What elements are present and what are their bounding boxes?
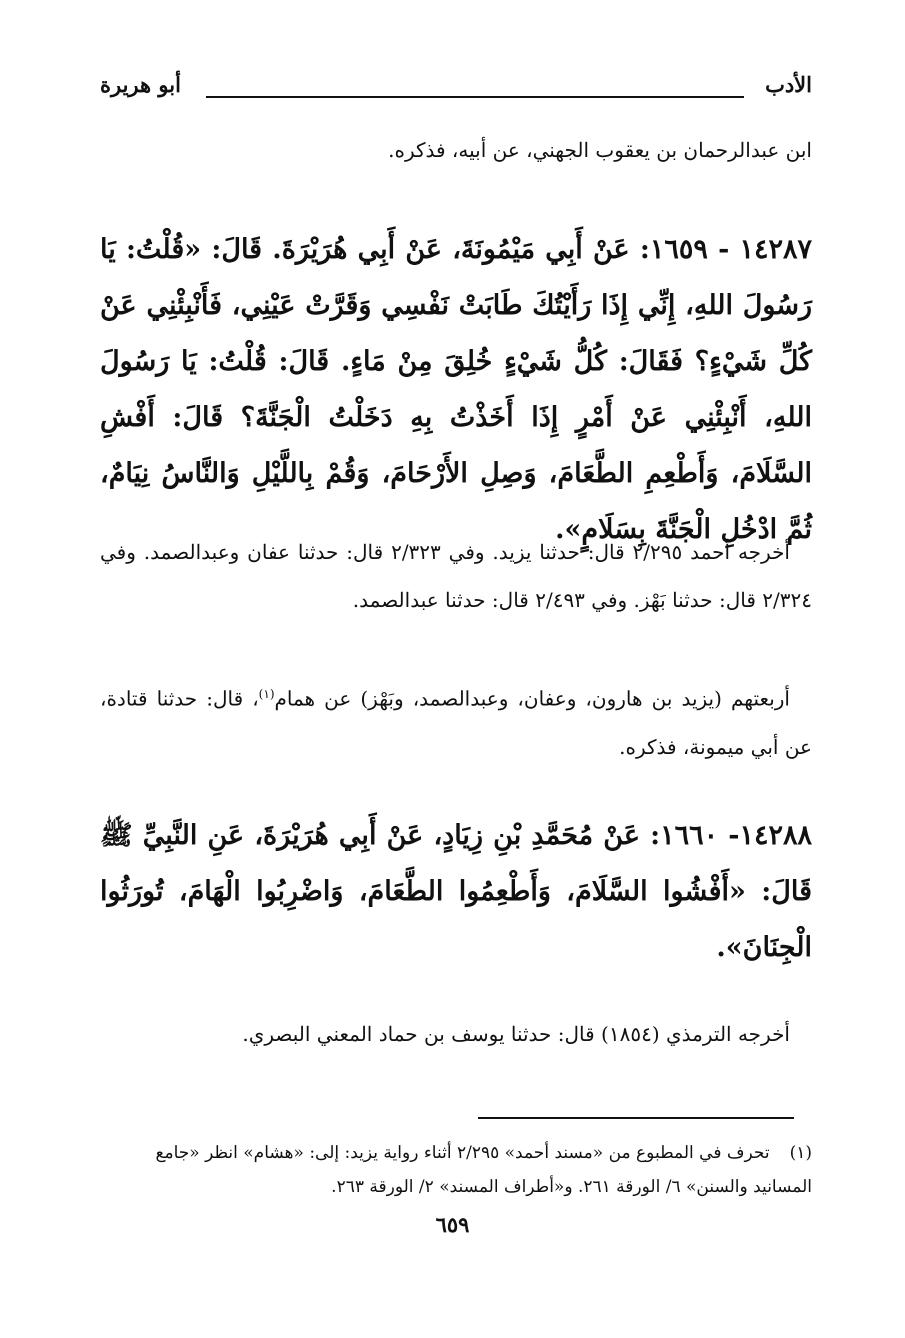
hadith-14287: [100, 222, 812, 558]
hadith-14288: [100, 808, 812, 976]
intro-line: ابن عبدالرحمان بن يعقوب الجهني، عن أبيه، فذكره.: [388, 138, 812, 162]
running-header: [100, 72, 812, 112]
footnote-number: (١): [789, 1143, 812, 1163]
footnote-marker: (١): [258, 687, 275, 701]
footnote: [100, 1136, 812, 1204]
chapter-title: الأدب: [765, 72, 812, 97]
footnote-rule: [478, 1117, 794, 1119]
takhrij-paragraph-3: أخرجه الترمذي (١٨٥٤) قال: حدثنا يوسف بن حماد المعني البصري.: [242, 1022, 790, 1046]
hadith-opening: [100, 222, 812, 558]
hadith-opening-text: ١٤٢٨٧ - ١٦٥٩: عَنْ أَبِي مَيْمُونَةَ، عَنْ أَبِي هُرَيْرَةَ. قَالَ:: [211, 234, 812, 265]
hadith-2-body-text: «أَفْشُوا السَّلَامَ، وَأَطْعِمُوا الطَّعَامَ، وَاضْرِبُوا الْهَامَ، تُورَثُوا الْجِنَانَ».: [100, 876, 812, 963]
takhrij-text-before: أربعتهم (يزيد بن هارون، وعفان، وعبدالصمد، وبَهْز) عن همام: [274, 686, 790, 711]
takhrij-text-after: ، قال: حدثنا قتادة، عن أبي ميمونة، فذكره.: [100, 686, 812, 759]
takhrij-paragraph-1: أخرجه أحمد ٢/٢٩٥ قال: حدثنا يزيد. وفي ٢/٣٢٣ قال: حدثنا عفان وعبدالصمد. وفي ٢/٣٢٤ قال: حدثنا بَهْز. وفي ٢/٤٩٣ قال: حدثنا عبدالصمد.: [100, 540, 812, 612]
hadith-2-opening-text: ١٤٢٨٨- ١٦٦٠: عَنْ مُحَمَّدِ بْنِ زِيَادٍ، عَنْ أَبِي هُرَيْرَةَ، عَنِ النَّبِيِّ ﷺ قَالَ:: [100, 820, 812, 907]
page-number: ٦٥٩: [435, 1212, 470, 1237]
hadith-2-content: [100, 808, 812, 976]
header-rule: [206, 96, 744, 98]
takhrij-paragraph-2: [100, 670, 812, 771]
hadith-body-text: «قُلْتُ: يَا رَسُولَ اللهِ، إِنِّي إِذَا رَأَيْتُكَ طَابَتْ نَفْسِي وَقَرَّتْ عَيْنِي، فَأَنْبِئْنِي عَنْ كُلِّ شَيْءٍ؟ فَقَالَ: كُلُّ شَيْءٍ خُلِقَ مِنْ مَاءٍ. قَالَ: قُلْتُ: يَا رَسُولَ اللهِ، أَنْبِئْنِي عَنْ أَمْرٍ إِذَا أَخَذْتُ بِهِ دَخَلْتُ الْجَنَّةَ؟ قَالَ: أَفْشِ السَّلَامَ، وَأَطْعِمِ الطَّعَامَ، وَصِلِ الأَرْحَامَ، وَقُمْ بِاللَّيْلِ وَالنَّاسُ نِيَامٌ، ثُمَّ ادْخُلِ الْجَنَّةَ بِسَلَامٍ».: [100, 234, 812, 545]
footnote-text: تحرف في المطبوع من «مسند أحمد» ٢/٢٩٥ أثناء رواية يزيد: إلى: «هشام» انظر «جامع المسانيد والسنن» ٦/ الورقة ٢٦١. و«أطراف المسند» ٢/ الورقة ٢٦٣.: [155, 1143, 812, 1197]
narrator-title: أبو هريرة: [100, 72, 181, 97]
